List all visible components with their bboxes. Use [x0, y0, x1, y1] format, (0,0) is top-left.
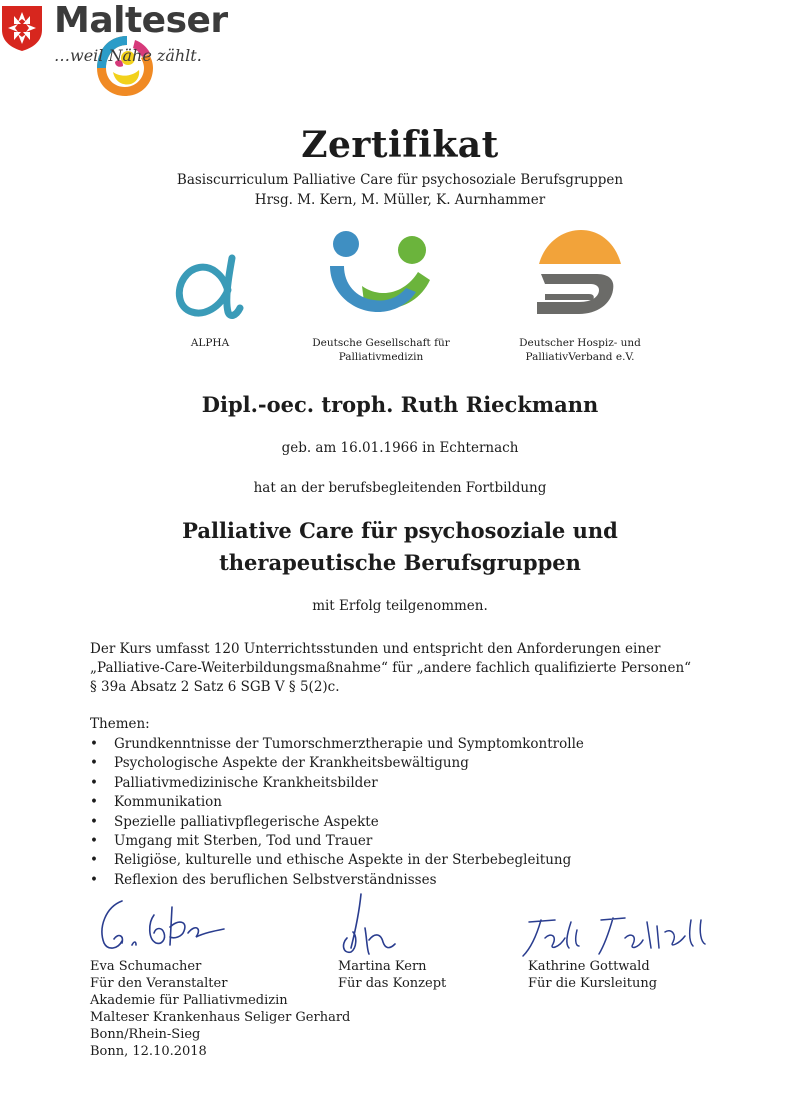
birth-info: geb. am 16.01.1966 in Echternach	[281, 440, 519, 456]
list-item: • Palliativmedizinische Krankheitsbilder	[90, 774, 584, 793]
dgp-logo-icon	[326, 228, 436, 318]
bullet: •	[90, 794, 98, 811]
themes-list	[90, 735, 584, 890]
partner-caption-dhpv: Deutscher Hospiz- und PalliativVerband e.V.	[519, 337, 641, 363]
malteser-slogan: …weil Nähe zählt.	[54, 46, 202, 65]
malteser-wordmark: Malteser	[54, 0, 228, 41]
course-description-line-2: „Palliative-Care-Weiterbildungsmaßnahme“ für „andere fachlich qualifizierte Personen“	[90, 660, 692, 676]
signatory-name: Eva Schumacher	[90, 959, 202, 974]
bullet: •	[90, 871, 98, 888]
bullet: •	[90, 832, 98, 849]
partner-caption-dgp: Deutsche Gesellschaft für Palliativmedizin	[312, 337, 450, 363]
organizer-line: Akademie für Palliativmedizin	[90, 993, 288, 1008]
bullet: •	[90, 813, 98, 830]
issue-date: Bonn, 12.10.2018	[90, 1044, 207, 1059]
signature-gottwald-icon	[515, 908, 715, 963]
organizer-line: Malteser Krankenhaus Seliger Gerhard	[90, 1010, 351, 1025]
signatory-role: Für das Konzept	[338, 976, 447, 991]
palliative-academy-logo-icon	[93, 32, 157, 100]
course-description-line-1: Der Kurs umfasst 120 Unterrichtsstunden und entspricht den Anforderungen einer	[90, 641, 661, 657]
themes-heading: Themen:	[90, 716, 150, 732]
intro-line: hat an der berufsbegleitenden Fortbildung	[253, 480, 547, 496]
list-item: • Psychologische Aspekte der Krankheitsbewältigung	[90, 754, 584, 773]
alpha-logo-icon	[170, 250, 250, 320]
signatory-role: Für die Kursleitung	[528, 976, 658, 991]
list-item: • Spezielle palliativpflegerische Aspekte	[90, 813, 584, 832]
completion-statement: mit Erfolg teilgenommen.	[312, 598, 488, 614]
signatory-name: Martina Kern	[338, 959, 427, 974]
list-item: • Umgang mit Sterben, Tod und Trauer	[90, 832, 584, 851]
malteser-logo	[0, 0, 228, 70]
list-item: • Kommunikation	[90, 793, 584, 812]
signatory-block-course-lead	[528, 958, 657, 992]
course-title-line-1: Palliative Care für psychosoziale und	[182, 518, 618, 543]
course-title-line-2: therapeutische Berufsgruppen	[219, 550, 581, 575]
bullet: •	[90, 774, 98, 791]
signatory-name: Kathrine Gottwald	[528, 959, 650, 974]
signatory-role: Für den Veranstalter	[90, 976, 228, 991]
curriculum-line: Basiscurriculum Palliative Care für psychosoziale Berufsgruppen	[176, 172, 624, 188]
certificate-holder-name: Dipl.-oec. troph. Ruth Rieckmann	[201, 392, 599, 417]
signature-schumacher-icon	[92, 893, 242, 958]
list-item: • Reflexion des beruflichen Selbstverständnisses	[90, 871, 584, 890]
bullet: •	[90, 755, 98, 772]
dhpv-logo-icon	[535, 228, 625, 318]
organizer-line: Bonn/Rhein-Sieg	[90, 1027, 201, 1042]
partner-caption-alpha: ALPHA	[190, 337, 230, 349]
signature-kern-icon	[335, 888, 415, 963]
editors-line: Hrsg. M. Kern, M. Müller, K. Aurnhammer	[254, 192, 546, 208]
bullet: •	[90, 736, 98, 752]
signatory-block-organizer	[90, 958, 350, 1060]
malteser-cross-shield-icon	[0, 4, 44, 52]
bullet: •	[90, 852, 98, 869]
course-description-line-3: § 39a Absatz 2 Satz 6 SGB V § 5(2)c.	[90, 679, 340, 695]
list-item: • Religiöse, kulturelle und ethische Aspekte in der Sterbebegleitung	[90, 851, 584, 870]
list-item: • Grundkenntnisse der Tumorschmerztherapie und Symptomkontrolle	[90, 735, 584, 754]
certificate-title: Zertifikat	[301, 124, 499, 166]
signatory-block-concept	[338, 958, 446, 992]
